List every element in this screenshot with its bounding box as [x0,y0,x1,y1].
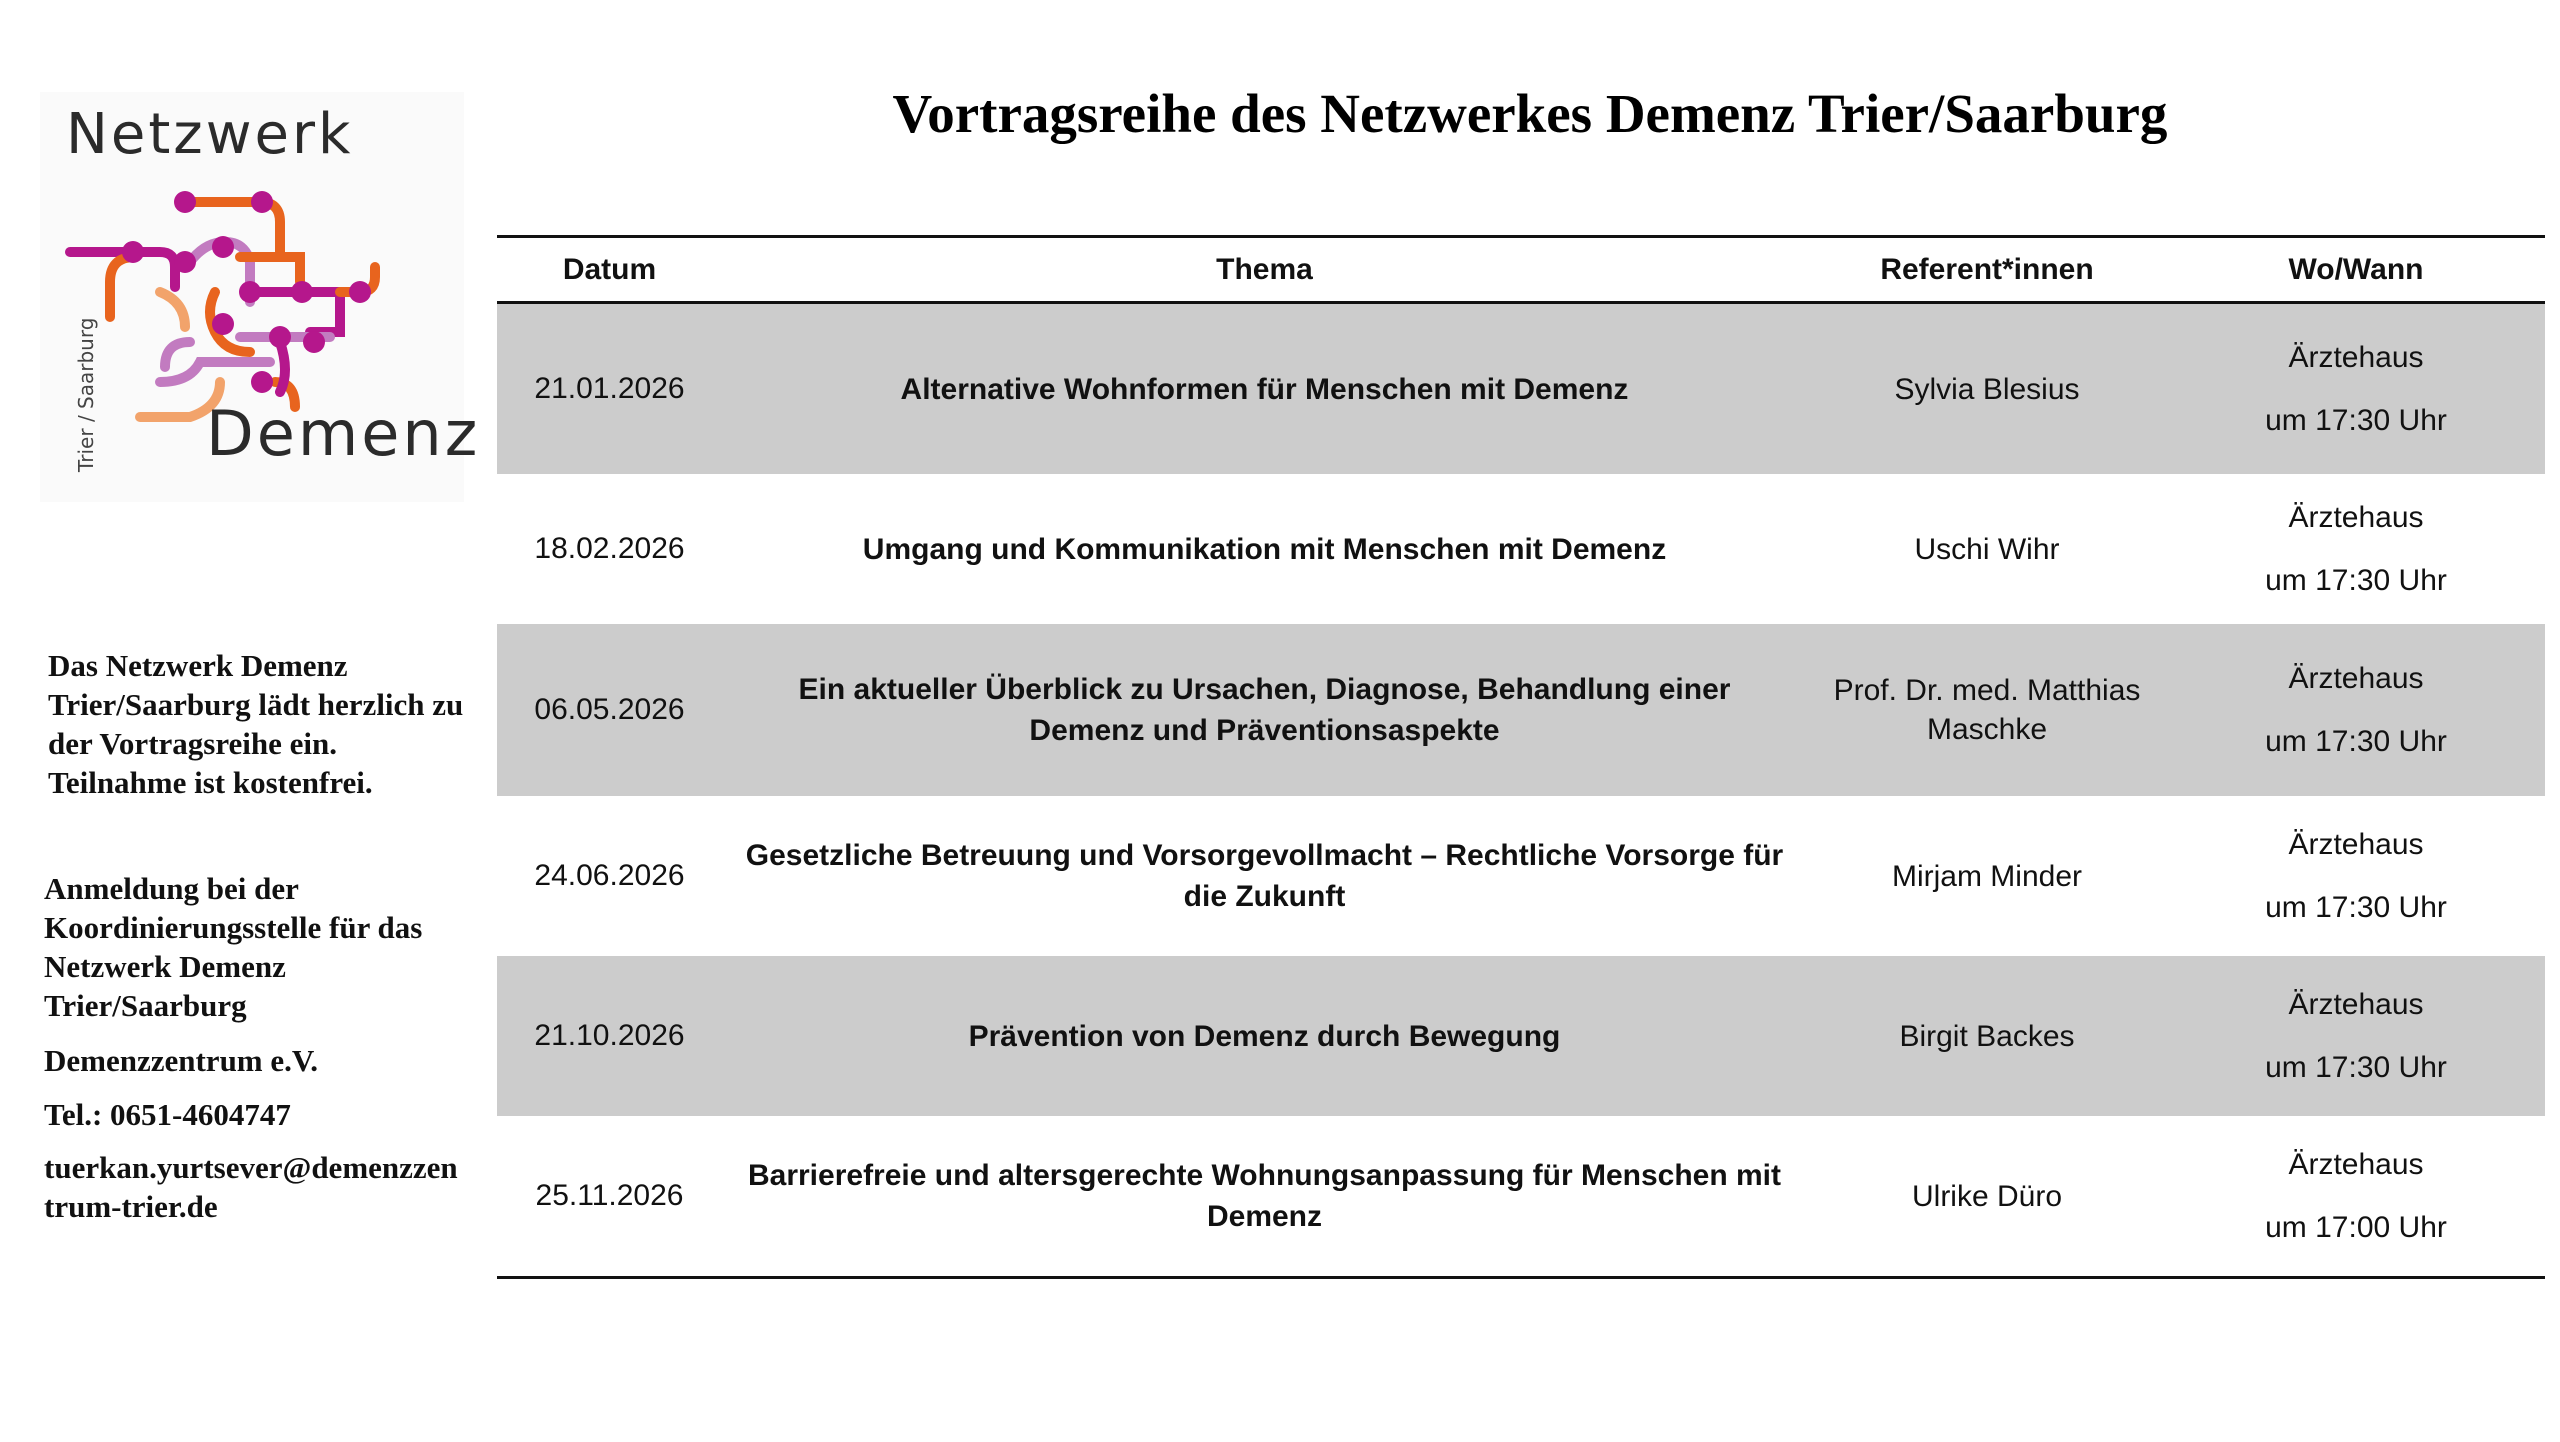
row-speaker: Uschi Wihr [1914,532,2060,566]
row-time: um 17:30 Uhr [2265,564,2447,597]
table-row [497,304,2545,474]
row-speaker: Sylvia Blesius [1894,372,2080,406]
row-date: 18.02.2026 [534,532,685,565]
table-row [497,624,2545,796]
table-bottom-rule [497,1276,2545,1279]
row-speaker: Mirjam Minder [1891,859,2083,893]
netzwerk-demenz-logo [40,92,481,502]
row-time: um 17:30 Uhr [2265,1051,2447,1084]
row-place: Ärztehaus [2288,1148,2424,1181]
table-row [497,1116,2545,1276]
row-time: um 17:30 Uhr [2265,725,2447,758]
row-topic: Prävention von Demenz durch Bewegung [968,1019,1561,1053]
row-place: Ärztehaus [2288,662,2424,695]
header-where: Wo/Wann [2288,252,2424,286]
row-topic: Umgang und Kommunikation mit Menschen mit Demenz [862,532,1667,566]
row-topic: Gesetzliche Betreuung und Vorsorgevollmacht – Rechtliche Vorsorge für die Zukunft [745,839,1784,913]
lecture-schedule-table [497,235,2545,1279]
page-title: Vortragsreihe des Netzwerkes Demenz Trier/Saarburg [892,83,2168,144]
row-time: um 17:30 Uhr [2265,891,2447,924]
row-topic: Ein aktueller Überblick zu Ursachen, Diagnose, Behandlung einer Demenz und Präventionsaspekte [798,673,1731,747]
row-topic: Barrierefreie und altersgerechte Wohnungsanpassung für Menschen mit Demenz [747,1159,1781,1233]
phone-number: Tel.: 0651-4604747 [44,1097,291,1132]
header-date: Datum [562,252,657,286]
table-row [497,796,2545,956]
row-speaker: Prof. Dr. med. Matthias Maschke [1833,674,2141,746]
organization-name: Demenzzentrum e.V. [44,1043,319,1078]
row-date: 25.11.2026 [535,1179,684,1212]
row-place: Ärztehaus [2288,828,2424,861]
row-place: Ärztehaus [2288,988,2424,1021]
table-header [497,235,2545,304]
row-where [2167,486,2545,612]
logo-region-text: Trier / Saarburg [74,317,98,472]
row-speaker: Ulrike Düro [1911,1179,2063,1213]
email-address: tuerkan.yurtsever@demenzzentrum-trier.de [44,1150,458,1224]
row-speaker: Birgit Backes [1899,1019,2075,1053]
row-where [2167,1133,2545,1259]
row-topic: Alternative Wohnformen für Menschen mit Demenz [900,372,1629,406]
row-place: Ärztehaus [2288,501,2424,534]
header-speakers: Referent*innen [1880,253,2094,286]
row-where [2167,813,2545,939]
header-topic: Thema [1216,253,1313,286]
row-where [2167,326,2545,452]
row-place: Ärztehaus [2288,341,2424,374]
row-date: 24.06.2026 [534,859,685,892]
row-date: 21.10.2026 [534,1019,685,1052]
table-row [497,956,2545,1116]
row-date: 06.05.2026 [534,693,685,726]
logo-netzwerk-text: Netzwerk [66,102,354,167]
table-row [497,474,2545,624]
row-where [2167,973,2545,1099]
row-date: 21.01.2026 [534,372,685,405]
row-time: um 17:00 Uhr [2265,1211,2447,1244]
registration-text: Anmeldung bei der Koordinierungsstelle für das Netzwerk Demenz Trier/Saarburg [44,871,423,1023]
row-time: um 17:30 Uhr [2265,404,2447,437]
logo-demenz-text: Demenz [206,397,481,470]
intro-text: Das Netzwerk Demenz Trier/Saarburg lädt herzlich zu der Vortragsreihe ein. Teilnahme ist kostenfrei. [48,648,464,800]
row-where [2167,647,2545,773]
